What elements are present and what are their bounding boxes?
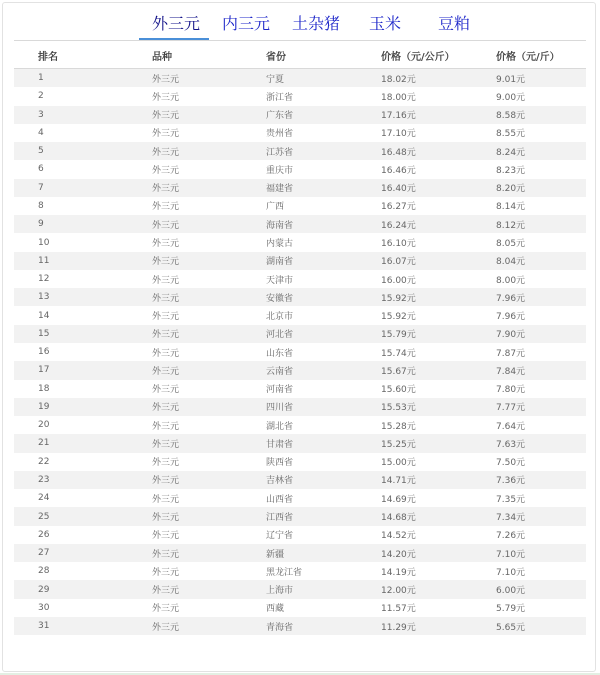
price-kg-cell: 14.68元 — [357, 507, 472, 525]
price-jin-cell: 7.90元 — [472, 325, 586, 343]
variety-cell: 外三元 — [128, 197, 242, 215]
table-row — [14, 471, 586, 489]
price-jin-cell: 8.04元 — [472, 252, 586, 270]
table-row — [14, 197, 586, 215]
table-row — [14, 160, 586, 178]
table-row — [14, 453, 586, 471]
header-price-per-jin: 价格（元/斤） — [472, 43, 586, 69]
table-row — [14, 252, 586, 270]
variety-cell: 外三元 — [128, 69, 242, 88]
variety-cell: 外三元 — [128, 617, 242, 635]
tab-soybean-meal[interactable]: 豆粕 — [438, 14, 471, 33]
price-kg-cell: 15.25元 — [357, 434, 472, 452]
province-cell: 山东省 — [242, 343, 357, 361]
variety-cell: 外三元 — [128, 361, 242, 379]
price-jin-cell: 9.01元 — [472, 69, 586, 88]
table-row — [14, 69, 586, 88]
price-jin-cell: 7.96元 — [472, 306, 586, 324]
price-jin-cell: 7.35元 — [472, 489, 586, 507]
variety-cell: 外三元 — [128, 306, 242, 324]
tab-wai-san-yuan[interactable]: 外三元 — [152, 14, 201, 33]
price-kg-cell: 16.10元 — [357, 233, 472, 251]
price-kg-cell: 15.79元 — [357, 325, 472, 343]
province-cell: 山西省 — [242, 489, 357, 507]
province-cell: 云南省 — [242, 361, 357, 379]
province-cell: 重庆市 — [242, 160, 357, 178]
price-jin-cell: 9.00元 — [472, 87, 586, 105]
province-cell: 四川省 — [242, 398, 357, 416]
variety-cell: 外三元 — [128, 106, 242, 124]
province-cell: 浙江省 — [242, 87, 357, 105]
price-jin-cell: 5.79元 — [472, 599, 586, 617]
variety-cell: 外三元 — [128, 233, 242, 251]
table-row — [14, 434, 586, 452]
table-row — [14, 380, 586, 398]
price-kg-cell: 15.74元 — [357, 343, 472, 361]
variety-cell: 外三元 — [128, 179, 242, 197]
variety-cell: 外三元 — [128, 599, 242, 617]
variety-cell: 外三元 — [128, 270, 242, 288]
rank-cell: 25 — [14, 507, 128, 525]
rank-cell: 31 — [14, 617, 128, 635]
price-jin-cell: 7.50元 — [472, 453, 586, 471]
table-row — [14, 617, 586, 635]
rank-cell: 9 — [14, 215, 128, 233]
rank-cell: 24 — [14, 489, 128, 507]
rank-cell: 16 — [14, 343, 128, 361]
rank-cell: 26 — [14, 526, 128, 544]
price-jin-cell: 6.00元 — [472, 580, 586, 598]
rank-cell: 18 — [14, 380, 128, 398]
price-jin-cell: 7.87元 — [472, 343, 586, 361]
rank-cell: 4 — [14, 124, 128, 142]
table-row — [14, 270, 586, 288]
price-kg-cell: 18.00元 — [357, 87, 472, 105]
price-kg-cell: 14.20元 — [357, 544, 472, 562]
variety-cell: 外三元 — [128, 343, 242, 361]
table-row — [14, 599, 586, 617]
rank-cell: 3 — [14, 106, 128, 124]
rank-cell: 8 — [14, 197, 128, 215]
price-kg-cell: 16.40元 — [357, 179, 472, 197]
variety-cell: 外三元 — [128, 252, 242, 270]
variety-cell: 外三元 — [128, 489, 242, 507]
variety-cell: 外三元 — [128, 471, 242, 489]
price-jin-cell: 7.80元 — [472, 380, 586, 398]
province-cell: 福建省 — [242, 179, 357, 197]
rank-cell: 30 — [14, 599, 128, 617]
price-kg-cell: 14.71元 — [357, 471, 472, 489]
variety-cell: 外三元 — [128, 288, 242, 306]
variety-cell: 外三元 — [128, 124, 242, 142]
table-row — [14, 124, 586, 142]
variety-cell: 外三元 — [128, 416, 242, 434]
price-kg-cell: 16.48元 — [357, 142, 472, 160]
variety-cell: 外三元 — [128, 434, 242, 452]
province-cell: 甘肃省 — [242, 434, 357, 452]
province-cell: 河南省 — [242, 380, 357, 398]
price-jin-cell: 8.58元 — [472, 106, 586, 124]
variety-cell: 外三元 — [128, 215, 242, 233]
variety-cell: 外三元 — [128, 453, 242, 471]
province-cell: 内蒙古 — [242, 233, 357, 251]
price-jin-cell: 7.63元 — [472, 434, 586, 452]
table-row — [14, 288, 586, 306]
price-jin-cell: 8.20元 — [472, 179, 586, 197]
price-kg-cell: 14.52元 — [357, 526, 472, 544]
price-kg-cell: 15.60元 — [357, 380, 472, 398]
province-cell: 辽宁省 — [242, 526, 357, 544]
table-row — [14, 580, 586, 598]
table-body — [14, 69, 586, 636]
variety-cell: 外三元 — [128, 580, 242, 598]
price-kg-cell: 11.57元 — [357, 599, 472, 617]
price-jin-cell: 7.36元 — [472, 471, 586, 489]
table-header-row — [14, 43, 586, 69]
variety-cell: 外三元 — [128, 526, 242, 544]
variety-cell: 外三元 — [128, 160, 242, 178]
variety-cell: 外三元 — [128, 544, 242, 562]
province-cell: 陕西省 — [242, 453, 357, 471]
rank-cell: 5 — [14, 142, 128, 160]
price-jin-cell: 7.34元 — [472, 507, 586, 525]
price-table — [14, 43, 586, 635]
variety-tabs — [0, 11, 600, 39]
price-jin-cell: 7.10元 — [472, 562, 586, 580]
table-row — [14, 489, 586, 507]
price-jin-cell: 7.84元 — [472, 361, 586, 379]
header-province: 省份 — [242, 43, 357, 69]
price-kg-cell: 15.00元 — [357, 453, 472, 471]
province-cell: 贵州省 — [242, 124, 357, 142]
rank-cell: 27 — [14, 544, 128, 562]
price-jin-cell: 8.14元 — [472, 197, 586, 215]
price-kg-cell: 15.28元 — [357, 416, 472, 434]
rank-cell: 29 — [14, 580, 128, 598]
price-kg-cell: 14.19元 — [357, 562, 472, 580]
price-jin-cell: 7.10元 — [472, 544, 586, 562]
price-kg-cell: 15.67元 — [357, 361, 472, 379]
price-kg-cell: 11.29元 — [357, 617, 472, 635]
table-row — [14, 398, 586, 416]
rank-cell: 14 — [14, 306, 128, 324]
province-cell: 新疆 — [242, 544, 357, 562]
province-cell: 天津市 — [242, 270, 357, 288]
variety-cell: 外三元 — [128, 380, 242, 398]
rank-cell: 17 — [14, 361, 128, 379]
province-cell: 黑龙江省 — [242, 562, 357, 580]
table-row — [14, 87, 586, 105]
price-jin-cell: 8.05元 — [472, 233, 586, 251]
province-cell: 广东省 — [242, 106, 357, 124]
rank-cell: 10 — [14, 233, 128, 251]
rank-cell: 22 — [14, 453, 128, 471]
rank-cell: 28 — [14, 562, 128, 580]
price-kg-cell: 14.69元 — [357, 489, 472, 507]
table-row — [14, 215, 586, 233]
price-kg-cell: 15.92元 — [357, 306, 472, 324]
table-row — [14, 233, 586, 251]
price-jin-cell: 7.77元 — [472, 398, 586, 416]
table-row — [14, 562, 586, 580]
province-cell: 广西 — [242, 197, 357, 215]
tabs-divider — [14, 40, 586, 41]
price-jin-cell: 7.64元 — [472, 416, 586, 434]
table-row — [14, 343, 586, 361]
price-kg-cell: 15.53元 — [357, 398, 472, 416]
price-jin-cell: 8.00元 — [472, 270, 586, 288]
rank-cell: 6 — [14, 160, 128, 178]
province-cell: 海南省 — [242, 215, 357, 233]
province-cell: 江西省 — [242, 507, 357, 525]
rank-cell: 11 — [14, 252, 128, 270]
table-row — [14, 416, 586, 434]
table-row — [14, 526, 586, 544]
price-kg-cell: 17.16元 — [357, 106, 472, 124]
rank-cell: 12 — [14, 270, 128, 288]
table-row — [14, 106, 586, 124]
price-jin-cell: 8.23元 — [472, 160, 586, 178]
variety-cell: 外三元 — [128, 325, 242, 343]
province-cell: 宁夏 — [242, 69, 357, 88]
province-cell: 江苏省 — [242, 142, 357, 160]
price-kg-cell: 16.24元 — [357, 215, 472, 233]
header-price-per-kg: 价格（元/公斤） — [357, 43, 472, 69]
price-kg-cell: 15.92元 — [357, 288, 472, 306]
variety-cell: 外三元 — [128, 142, 242, 160]
tab-tu-za-zhu[interactable]: 土杂猪 — [292, 14, 341, 33]
price-kg-cell: 18.02元 — [357, 69, 472, 88]
table-row — [14, 306, 586, 324]
price-kg-cell: 16.46元 — [357, 160, 472, 178]
province-cell: 上海市 — [242, 580, 357, 598]
rank-cell: 1 — [14, 69, 128, 88]
rank-cell: 21 — [14, 434, 128, 452]
table-row — [14, 142, 586, 160]
rank-cell: 23 — [14, 471, 128, 489]
price-jin-cell: 7.26元 — [472, 526, 586, 544]
province-cell: 吉林省 — [242, 471, 357, 489]
price-kg-cell: 16.27元 — [357, 197, 472, 215]
province-cell: 河北省 — [242, 325, 357, 343]
table-row — [14, 544, 586, 562]
province-cell: 湖北省 — [242, 416, 357, 434]
province-cell: 湖南省 — [242, 252, 357, 270]
rank-cell: 15 — [14, 325, 128, 343]
tab-nei-san-yuan[interactable]: 内三元 — [222, 14, 271, 33]
rank-cell: 7 — [14, 179, 128, 197]
price-kg-cell: 12.00元 — [357, 580, 472, 598]
province-cell: 青海省 — [242, 617, 357, 635]
price-jin-cell: 7.96元 — [472, 288, 586, 306]
rank-cell: 20 — [14, 416, 128, 434]
rank-cell: 2 — [14, 87, 128, 105]
table-row — [14, 179, 586, 197]
variety-cell: 外三元 — [128, 562, 242, 580]
province-cell: 西藏 — [242, 599, 357, 617]
header-variety: 品种 — [128, 43, 242, 69]
header-rank: 排名 — [14, 43, 128, 69]
price-jin-cell: 8.24元 — [472, 142, 586, 160]
table-row — [14, 325, 586, 343]
province-cell: 安徽省 — [242, 288, 357, 306]
price-jin-cell: 8.12元 — [472, 215, 586, 233]
price-kg-cell: 16.07元 — [357, 252, 472, 270]
rank-cell: 19 — [14, 398, 128, 416]
variety-cell: 外三元 — [128, 507, 242, 525]
province-cell: 北京市 — [242, 306, 357, 324]
tab-corn[interactable]: 玉米 — [369, 14, 402, 33]
price-jin-cell: 5.65元 — [472, 617, 586, 635]
rank-cell: 13 — [14, 288, 128, 306]
price-kg-cell: 16.00元 — [357, 270, 472, 288]
variety-cell: 外三元 — [128, 398, 242, 416]
price-jin-cell: 8.55元 — [472, 124, 586, 142]
table-row — [14, 507, 586, 525]
table-row — [14, 361, 586, 379]
variety-cell: 外三元 — [128, 87, 242, 105]
price-kg-cell: 17.10元 — [357, 124, 472, 142]
